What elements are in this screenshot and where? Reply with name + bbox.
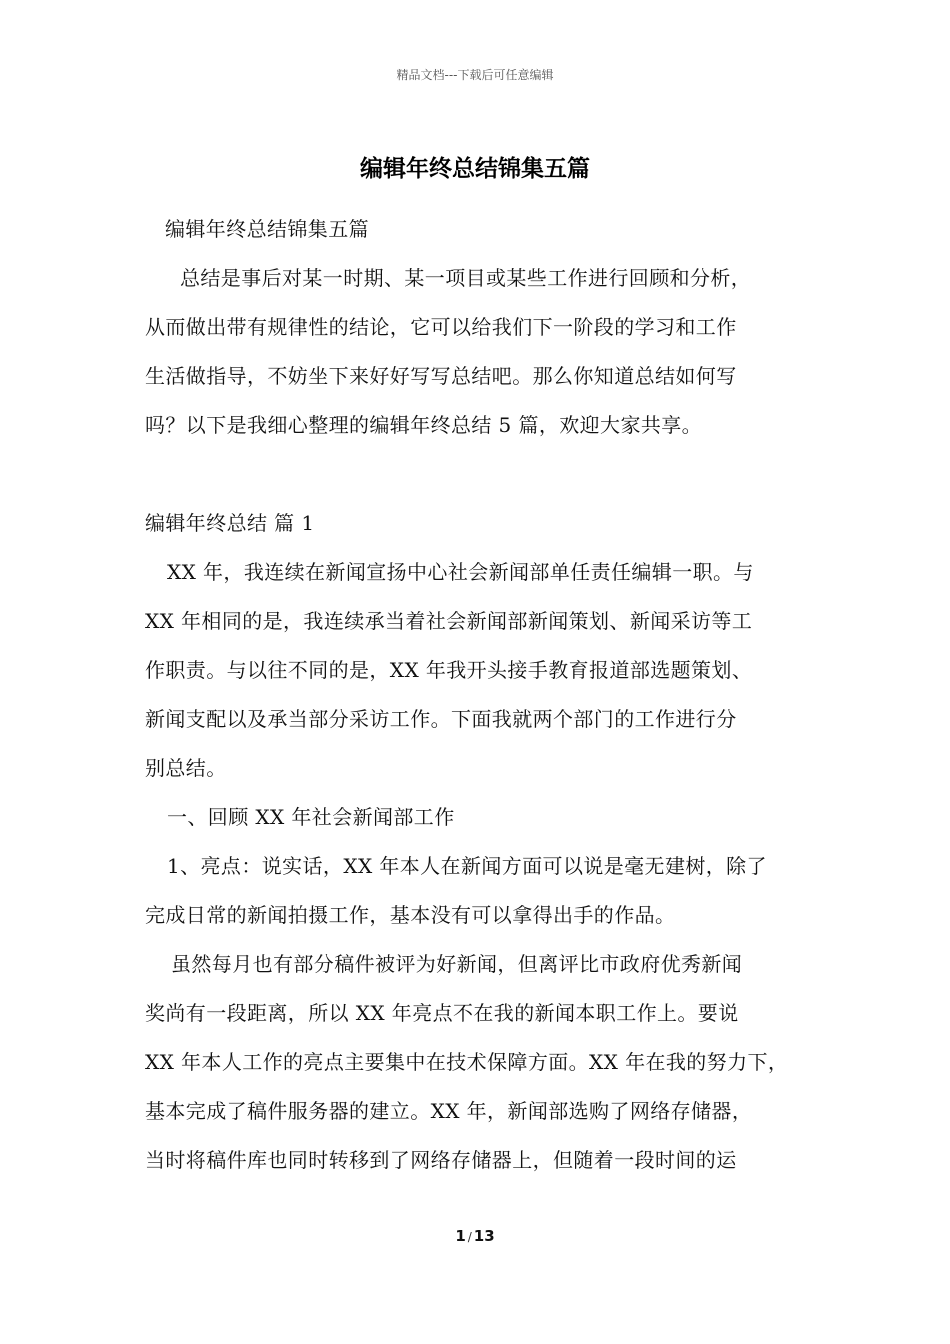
current-page-number: 1 [455, 1227, 466, 1245]
paragraph-line: 完成日常的新闻拍摄工作，基本没有可以拿得出手的作品。 [145, 903, 676, 927]
blank-line [145, 450, 810, 499]
paragraph-line: XX 年，我连续在新闻宣扬中心社会新闻部单任责任编辑一职。与 [167, 560, 754, 584]
paragraph-line: XX 年相同的是，我连续承当着社会新闻部新闻策划、新闻采访等工 [145, 609, 753, 633]
total-page-count: 13 [473, 1227, 495, 1245]
paragraph-line: 总结是事后对某一时期、某一项目或某些工作进行回顾和分析， [180, 266, 752, 290]
paragraph-line: 虽然每月也有部分稿件被评为好新闻，但离评比市政府优秀新闻 [171, 952, 743, 976]
page-header: 精品文档---下载后可任意编辑 [396, 68, 554, 82]
paragraph-line: 生活做指导，不妨坐下来好好写写总结吧。那么你知道总结如何写 [145, 364, 737, 388]
subsection-heading: 一、回顾 XX 年社会新闻部工作 [167, 805, 455, 829]
paragraph-line: 基本完成了稿件服务器的建立。XX 年，新闻部选购了网络存储器， [145, 1099, 753, 1123]
paragraph-line: XX 年本人工作的亮点主要集中在技术保障方面。XX 年在我的努力下， [145, 1050, 789, 1074]
paragraph-line: 奖尚有一段距离，所以 XX 年亮点不在我的新闻本职工作上。要说 [145, 1001, 739, 1025]
section-heading: 编辑年终总结 篇 1 [145, 511, 315, 535]
paragraph-line: 作职责。与以往不同的是，XX 年我开头接手教育报道部选题策划、 [145, 658, 753, 682]
document-title: 编辑年终总结锦集五篇 [360, 155, 590, 182]
page-number [0, 1227, 950, 1245]
paragraph-line: 别总结。 [145, 756, 227, 780]
paragraph-line: 1、亮点：说实话，XX 年本人在新闻方面可以说是毫无建树，除了 [167, 854, 767, 878]
paragraph-line: 当时将稿件库也同时转移到了网络存储器上，但随着一段时间的运 [145, 1148, 737, 1172]
page-separator: / [467, 1230, 472, 1244]
subtitle-line: 编辑年终总结锦集五篇 [165, 217, 369, 241]
paragraph-line: 新闻支配以及承当部分采访工作。下面我就两个部门的工作进行分 [145, 707, 737, 731]
paragraph-line: 从而做出带有规律性的结论，它可以给我们下一阶段的学习和工作 [145, 315, 737, 339]
paragraph-line: 吗？以下是我细心整理的编辑年终总结 5 篇，欢迎大家共享。 [145, 413, 703, 437]
document-body [145, 205, 810, 1185]
